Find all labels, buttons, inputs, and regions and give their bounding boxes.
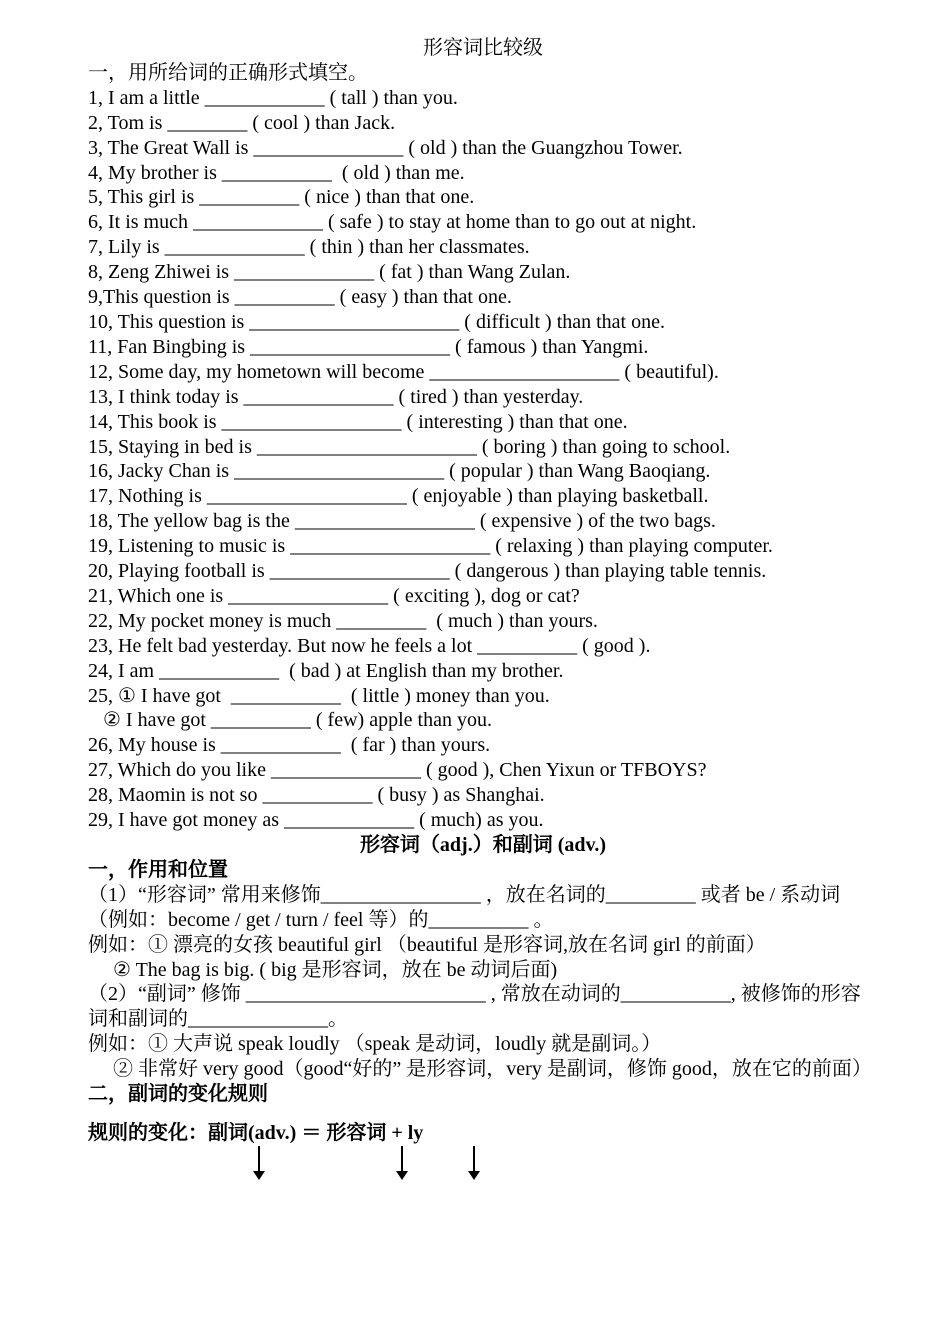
exercise-item: 15, Staying in bed is ______________________ ( boring ) than going to school. [88,435,731,458]
explanation-line: ② The bag is big. ( big 是形容词，放在 be 动词后面) [88,958,558,981]
exercise-item: 11, Fan Bingbing is ____________________ ( famous ) than Yangmi. [88,335,649,358]
exercise-item: 6, It is much _____________ ( safe ) to stay at home than to go out at night. [88,211,697,234]
exercise-item: 5, This girl is __________ ( nice ) than that one. [88,186,475,209]
exercise-item: 3, The Great Wall is _______________ ( old ) than the Guangzhou Tower. [88,136,683,159]
explanation-line: 例如：① 大声说 speak loudly （speak 是动词，loudly 就是副词。） [88,1033,662,1056]
exercise-item: 28, Maomin is not so ___________ ( busy ) as Shanghai. [88,784,545,807]
rule-arrows [88,1146,878,1186]
exercise-item: 12, Some day, my hometown will become ___________________ ( beautiful). [88,360,719,383]
exercise-item: 8, Zeng Zhiwei is ______________ ( fat ) than Wang Zulan. [88,261,571,284]
section2-title: 形容词（adj.）和副词 (adv.) [359,834,607,856]
part2-heading: 二，副词的变化规则 [88,1083,268,1106]
explanation-line: ② 非常好 very good（good“好的” 是形容词，very 是副词，修饰 good，放在它的前面） [88,1058,872,1081]
exercise-list [88,86,878,833]
exercise-item: 9,This question is __________ ( easy ) than that one. [88,286,512,309]
exercise-item: 18, The yellow bag is the __________________ ( expensive ) of the two bags. [88,510,716,533]
down-arrow-icon [473,1146,475,1172]
exercise-item: 22, My pocket money is much _________ ( much ) than yours. [88,609,598,632]
exercise-item: 27, Which do you like _______________ ( good ), Chen Yixun or TFBOYS? [88,759,707,782]
exercise-item: 24, I am ____________ ( bad ) at English than my brother. [88,659,564,682]
exercise-item: 20, Playing football is __________________ ( dangerous ) than playing table tennis. [88,560,767,583]
exercise-item: 16, Jacky Chan is _____________________ ( popular ) than Wang Baoqiang. [88,460,711,483]
explanation-line: （1）“形容词” 常用来修饰________________ ，放在名词的_________ 或者 be / 系动词（例如：become / get / turn / feel 等）的__________ 。 [88,883,841,931]
exercise-item: 4, My brother is ___________ ( old ) than me. [88,161,465,184]
explanation-line: （2）“副词” 修饰 ________________________ , 常放在动词的___________, 被修饰的形容词和副词的______________。 [88,983,861,1031]
down-arrow-icon [401,1146,403,1172]
exercise-item: 7, Lily is ______________ ( thin ) than her classmates. [88,236,530,259]
rule-line: 规则的变化：副词(adv.) ＝ 形容词 + ly [88,1121,424,1144]
part1-explanation [88,883,878,1082]
explanation-line: 例如：① 漂亮的女孩 beautiful girl （beautiful 是形容词,放在名词 girl 的前面） [88,933,766,956]
exercise-item: 17, Nothing is ____________________ ( enjoyable ) than playing basketball. [88,485,709,508]
exercise-item: ② I have got __________ ( few) apple than you. [88,709,492,732]
exercise-item: 14, This book is __________________ ( interesting ) than that one. [88,410,628,433]
exercise-item: 2, Tom is ________ ( cool ) than Jack. [88,111,396,134]
exercise-item: 10, This question is _____________________ ( difficult ) than that one. [88,310,665,333]
exercise-item: 13, I think today is _______________ ( tired ) than yesterday. [88,385,584,408]
part1-heading: 一，作用和位置 [88,858,228,881]
exercise-item: 25, ① I have got ___________ ( little ) money than you. [88,684,550,707]
worksheet-page [88,36,878,1186]
page-title: 形容词比较级 [423,37,543,59]
exercise-item: 21, Which one is ________________ ( exciting ), dog or cat? [88,584,580,607]
exercise-item: 23, He felt bad yesterday. But now he feels a lot __________ ( good ). [88,634,651,657]
down-arrow-icon [258,1146,260,1172]
exercise-item: 19, Listening to music is ____________________ ( relaxing ) than playing computer. [88,535,773,558]
exercise-item: 1, I am a little ____________ ( tall ) than you. [88,86,458,109]
exercise-item: 26, My house is ____________ ( far ) than yours. [88,734,491,757]
exercise-item: 29, I have got money as _____________ ( much) as you. [88,809,544,832]
section1-heading: 一，用所给词的正确形式填空。 [88,61,368,84]
